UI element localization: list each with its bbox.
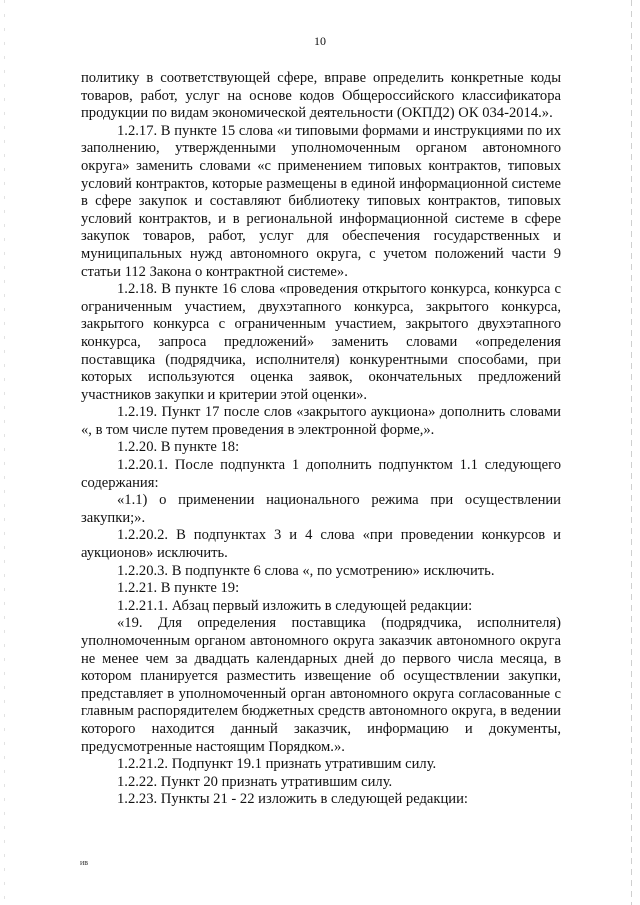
footer-initials: ив [80,858,89,867]
paragraph-1-2-19: 1.2.19. Пункт 17 после слов «закрытого аукциона» дополнить словами «, в том числе путем проведения в электронной форме,». [81,404,561,438]
paragraph-1-2-21-2: 1.2.21.2. Подпункт 19.1 признать утратившим силу. [117,756,437,773]
paragraph-1-2-21-1: 1.2.21.1. Абзац первый изложить в следующей редакции: [117,597,473,614]
page-number: 10 [314,34,326,48]
paragraph-1-2-21: 1.2.21. В пункте 19: [117,580,240,597]
paragraph-1-2-20-2: 1.2.20.2. В подпунктах 3 и 4 слова «при проведении конкурсов и аукционов» исключить. [81,527,561,562]
paragraph-1-2-17: 1.2.17. В пункте 15 слова «и типовыми формами и инструкциями по их заполнению, утвержденными уполномоченным органом автономного округа» заменить словами «с применением типовых контрактов, типовых условий контрактов, которые размещены в единой информационной системе в сфере закупок и составляют библиотеку типовых контрактов, типовых условий контрактов, и в региональной информационной системе в сфере закупок товаров, работ, услуг для обеспечения государственных и муниципальных нужд автономного округа, с учетом положений части 9 статьи 112 Закона о контрактной системе». [81,122,561,280]
paragraph-1-2-20-1: 1.2.20.1. После подпункта 1 дополнить подпунктом 1.1 следующего содержания: [81,457,561,491]
paragraph-1-2-18: 1.2.18. В пункте 16 слова «проведения открытого конкурса, конкурса с ограниченным участием, двухэтапного конкурса, закрытого конкурса, закрытого конкурса с ограниченным участием, закрытого двухэтапного конкурса, запроса предложений» заменить словами «определения поставщика (подрядчика, исполнителя) конкурентными способами, при которых используются оценка заявок, окончательных предложений участников закупки и критерии этой оценки». [81,281,561,403]
scan-edge-left [4,0,5,905]
paragraph-continuation: политику в соответствующей сфере, вправе определить конкретные коды товаров, работ, услуг на основе кодов Общероссийского классификатора продукции по видам экономической деятельности (ОКПД2) ОК 034-2014.». [81,70,561,122]
paragraph-1-2-23: 1.2.23. Пункты 21 - 22 изложить в следующей редакции: [117,791,468,808]
paragraph-1-2-22: 1.2.22. Пункт 20 признать утратившим силу. [117,773,393,790]
paragraph-quote-1-1: «1.1) о применении национального режима при осуществлении закупки;». [81,492,561,526]
scan-edge-right [631,0,632,905]
paragraph-1-2-20-3: 1.2.20.3. В подпункте 6 слова «, по усмотрению» исключить. [117,562,495,579]
document-body [81,70,561,809]
paragraph-quote-19: «19. Для определения поставщика (подрядчика, исполнителя) уполномоченным органом автономного округа заказчик автономного округа не менее чем за двадцать календарных дней до первого числа месяца, в котором планируется разместить извещение об осуществлении закупки, представляет в уполномоченный орган автономного округа согласованные с главным распорядителем бюджетных средств автономного округа, в ведении которого находится данный заказчик, информацию и документы, предусмотренные настоящим Порядком.». [81,615,561,755]
paragraph-1-2-20: 1.2.20. В пункте 18: [117,439,240,456]
